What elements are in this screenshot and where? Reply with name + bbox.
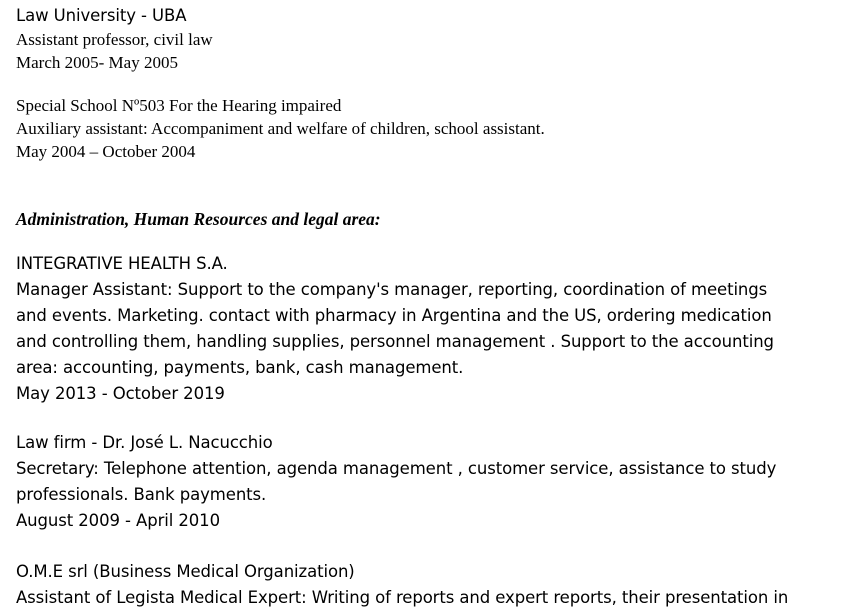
description-line: Manager Assistant: Support to the company's manager, reporting, coordination of meetings <box>16 280 768 299</box>
description-line: Secretary: Telephone attention, agenda management , customer service, assistance to study <box>16 459 777 478</box>
entry-law-university <box>16 4 213 74</box>
institution-name: Law University - UBA <box>16 6 187 25</box>
section-heading: Administration, Human Resources and legal area: <box>16 209 381 229</box>
description-line: and controlling them, handling supplies, personnel management . Support to the accounting <box>16 332 774 351</box>
description-line: professionals. Bank payments. <box>16 485 267 504</box>
date-range: May 2013 - October 2019 <box>16 384 225 403</box>
entry-integrative-health <box>16 251 774 407</box>
entry-ome-srl <box>16 559 788 611</box>
institution-name: Special School Nº503 For the Hearing impaired <box>16 96 342 115</box>
description-line: area: accounting, payments, bank, cash management. <box>16 358 464 377</box>
date-range: August 2009 - April 2010 <box>16 511 220 530</box>
entry-law-firm <box>16 430 776 534</box>
description-line: Assistant of Legista Medical Expert: Writing of reports and expert reports, their presentation in <box>16 588 789 607</box>
company-name: INTEGRATIVE HEALTH S.A. <box>16 254 228 273</box>
company-name: Law firm - Dr. José L. Nacucchio <box>16 433 273 452</box>
date-range: March 2005- May 2005 <box>16 53 178 72</box>
description-line: and events. Marketing. contact with pharmacy in Argentina and the US, ordering medication <box>16 306 772 325</box>
role-title: Assistant professor, civil law <box>16 30 213 49</box>
company-name: O.M.E srl (Business Medical Organization) <box>16 562 355 581</box>
date-range: May 2004 – October 2004 <box>16 142 196 161</box>
role-title: Auxiliary assistant: Accompaniment and welfare of children, school assistant. <box>16 119 545 138</box>
entry-special-school <box>16 94 545 163</box>
